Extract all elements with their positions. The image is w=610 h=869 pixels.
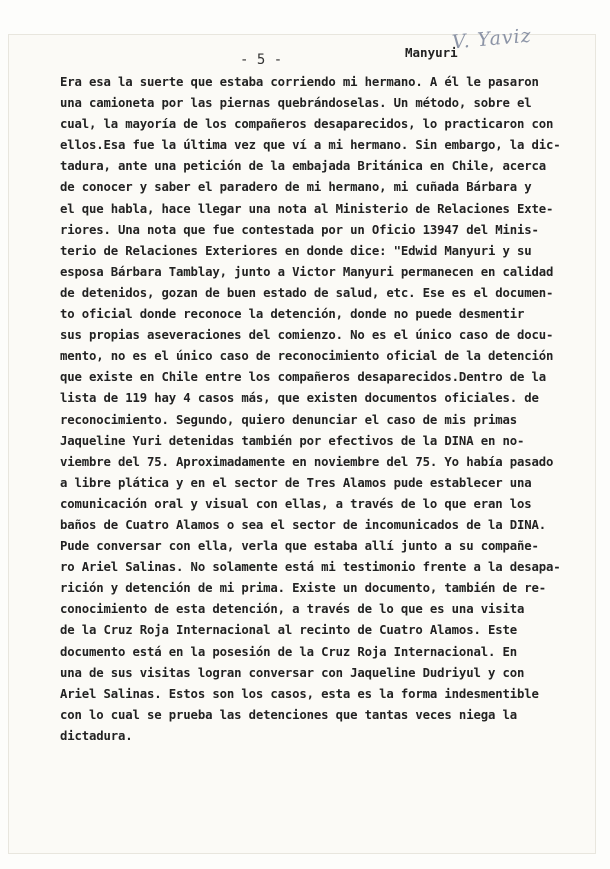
- page-number: - 5 -: [240, 52, 283, 68]
- text-line: con lo cual se prueba las detenciones que tantas veces niega la: [60, 707, 517, 722]
- text-line: que existe en Chile entre los compañeros desaparecidos.Dentro de la: [60, 370, 546, 385]
- text-line: baños de Cuatro Alamos o sea el sector de incomunicados de la DINA.: [60, 517, 546, 532]
- text-line: Era esa la suerte que estaba corriendo mi hermano. A él le pasaron: [60, 75, 539, 89]
- text-line: a libre plática y en el sector de Tres Alamos pude establecer una: [60, 475, 532, 490]
- text-line: ro Ariel Salinas. No solamente está mi testimonio frente a la desapa-: [60, 560, 561, 575]
- text-line: de conocer y saber el paradero de mi hermano, mi cuñada Bárbara y: [60, 180, 532, 195]
- text-line: de detenidos, gozan de buen estado de salud, etc. Ese es el documen-: [60, 285, 554, 300]
- text-line: ellos.Esa fue la última vez que ví a mi hermano. Sin embargo, la dic-: [60, 138, 561, 153]
- text-line: comunicación oral y visual con ellas, a través de lo que eran los: [60, 496, 532, 511]
- text-line: una de sus visitas logran conversar con Jaqueline Dudriyul y con: [60, 665, 525, 680]
- header-surname: Manyuri: [405, 45, 458, 60]
- text-line: Jaqueline Yuri detenidas también por efectivos de la DINA en no-: [60, 433, 525, 448]
- text-line: terio de Relaciones Exteriores en donde dice: "Edwid Manyuri y su: [60, 243, 532, 258]
- text-line: mento, no es el único caso de reconocimiento oficial de la detención: [60, 349, 554, 364]
- text-line: viembre del 75. Aproximadamente en noviembre del 75. Yo había pasado: [60, 454, 554, 469]
- text-line: esposa Bárbara Tamblay, junto a Victor Manyuri permanecen en calidad: [60, 264, 554, 279]
- text-line: reconocimiento. Segundo, quiero denunciar el caso de mis primas: [60, 412, 517, 427]
- text-line: conocimiento de esta detención, a través de lo que es una visita: [60, 602, 525, 617]
- text-line: cual, la mayoría de los compañeros desaparecidos, lo practicaron con: [60, 117, 554, 132]
- testimony-body-text: [60, 72, 572, 747]
- text-line: lista de 119 hay 4 casos más, que existen documentos oficiales. de: [60, 391, 539, 406]
- handwritten-annotation: V. Yaviz: [451, 24, 533, 54]
- text-line: una camioneta por las piernas quebrándoselas. Un método, sobre el: [60, 96, 532, 111]
- text-line: de la Cruz Roja Internacional al recinto de Cuatro Alamos. Este: [60, 623, 517, 638]
- text-line: dictadura.: [60, 728, 133, 743]
- text-line: rición y detención de mi prima. Existe un documento, también de re-: [60, 581, 546, 596]
- text-line: tadura, ante una petición de la embajada Británica en Chile, acerca: [60, 159, 546, 174]
- text-line: el que habla, hace llegar una nota al Ministerio de Relaciones Exte-: [60, 201, 554, 216]
- text-line: to oficial donde reconoce la detención, donde no puede desmentir: [60, 307, 525, 322]
- text-line: riores. Una nota que fue contestada por un Oficio 13947 del Minis-: [60, 222, 539, 237]
- text-line: Pude conversar con ella, verla que estaba allí junto a su compañe-: [60, 539, 539, 554]
- text-line: Ariel Salinas. Estos son los casos, esta es la forma indesmentible: [60, 686, 539, 701]
- text-line: documento está en la posesión de la Cruz Roja Internacional. En: [60, 644, 517, 659]
- text-line: sus propias aseveraciones del comienzo. No es el único caso de docu-: [60, 328, 554, 343]
